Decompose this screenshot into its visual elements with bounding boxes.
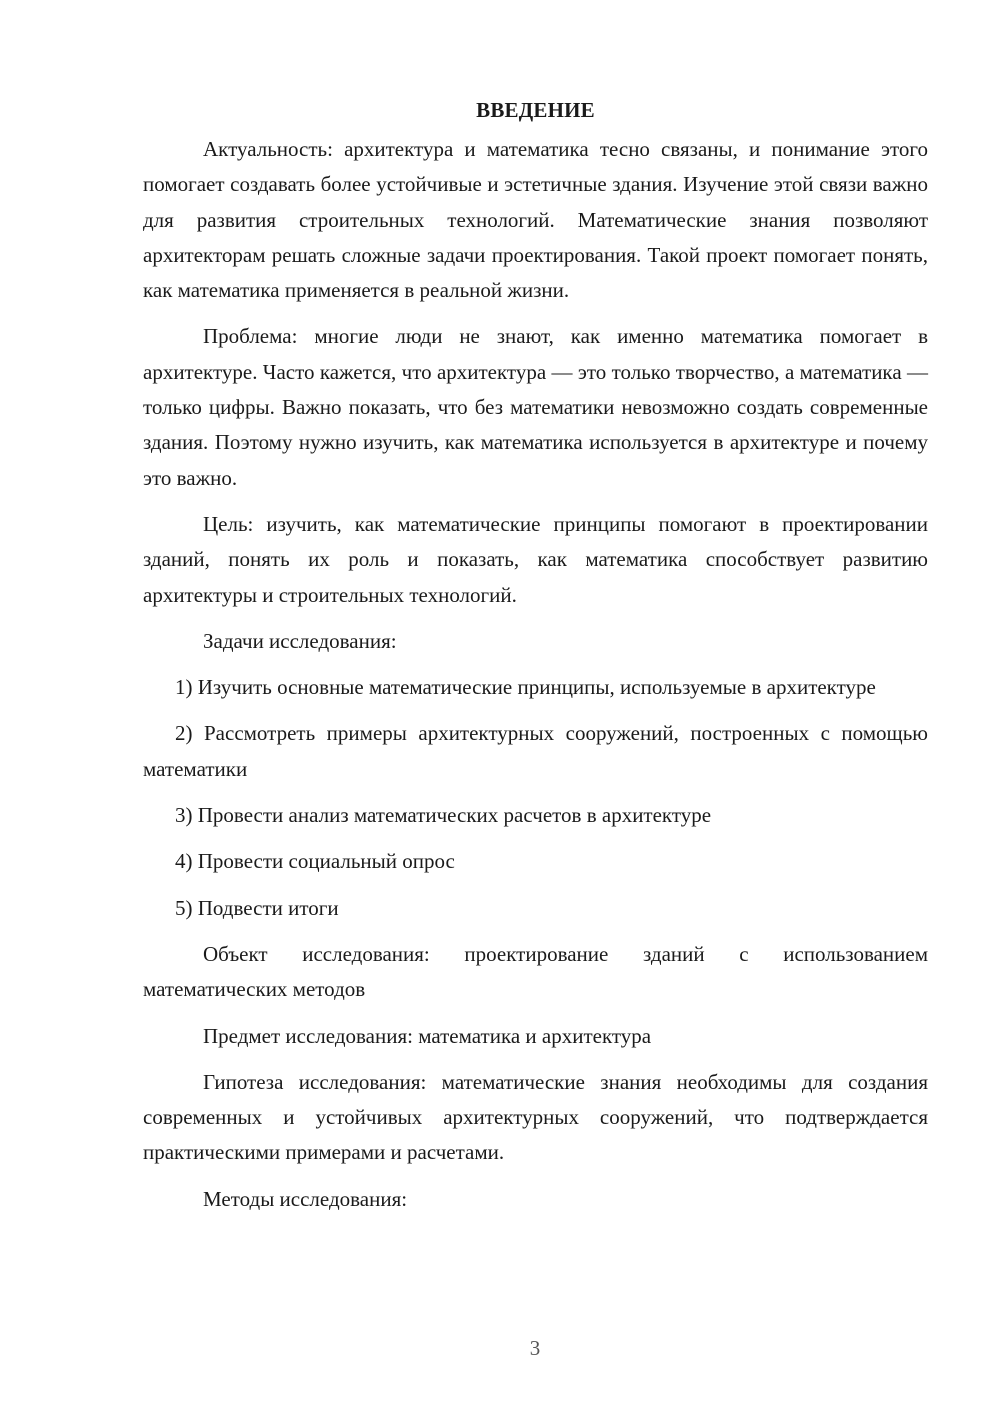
problem-paragraph: Проблема: многие люди не знают, как именно математика помогает в архитектуре. Часто кажется, что архитектура — это только творчество, а математика — только цифры. Важно показать, что без математики невозможно создать современные здания. Поэтому нужно изучить, как математика используется в архитектуре и почему это важно. [143, 324, 928, 490]
page-content [143, 92, 928, 1217]
task-item-5: 5) Подвести итоги [175, 895, 339, 920]
task-item-2: 2) Рассмотреть примеры архитектурных сооружений, построенных с помощью математики [143, 721, 928, 781]
relevance-paragraph: Актуальность: архитектура и математика тесно связаны, и понимание этого помогает создавать более устойчивые и эстетичные здания. Изучение этой связи важно для развития строительных технологий. Математические знания позволяют архитекторам решать сложные задачи проектирования. Такой проект помогает понять, как математика применяется в реальной жизни. [143, 137, 928, 303]
task-item-4: 4) Провести социальный опрос [175, 849, 455, 874]
object-paragraph: Объект исследования: проектирование зданий с использованием математических методов [143, 941, 928, 1002]
tasks-heading: Задачи исследования: [203, 628, 397, 653]
methods-heading: Методы исследования: [203, 1186, 408, 1211]
task-item-1: 1) Изучить основные математические принципы, используемые в архитектуре [175, 675, 876, 700]
hypothesis-paragraph: Гипотеза исследования: математические знания необходимы для создания современных и устойчивых архитектурных сооружений, что подтверждается практическими примерами и расчетами. [143, 1069, 928, 1165]
goal-paragraph: Цель: изучить, как математические принципы помогают в проектировании зданий, понять их роль и показать, как математика способствует развитию архитектуры и строительных технологий. [143, 511, 928, 607]
page-number: 3 [529, 1336, 541, 1360]
subject-paragraph: Предмет исследования: математика и архитектура [203, 1023, 652, 1048]
section-title: ВВЕДЕНИЕ [476, 98, 595, 122]
task-item-3: 3) Провести анализ математических расчетов в архитектуре [175, 803, 712, 828]
